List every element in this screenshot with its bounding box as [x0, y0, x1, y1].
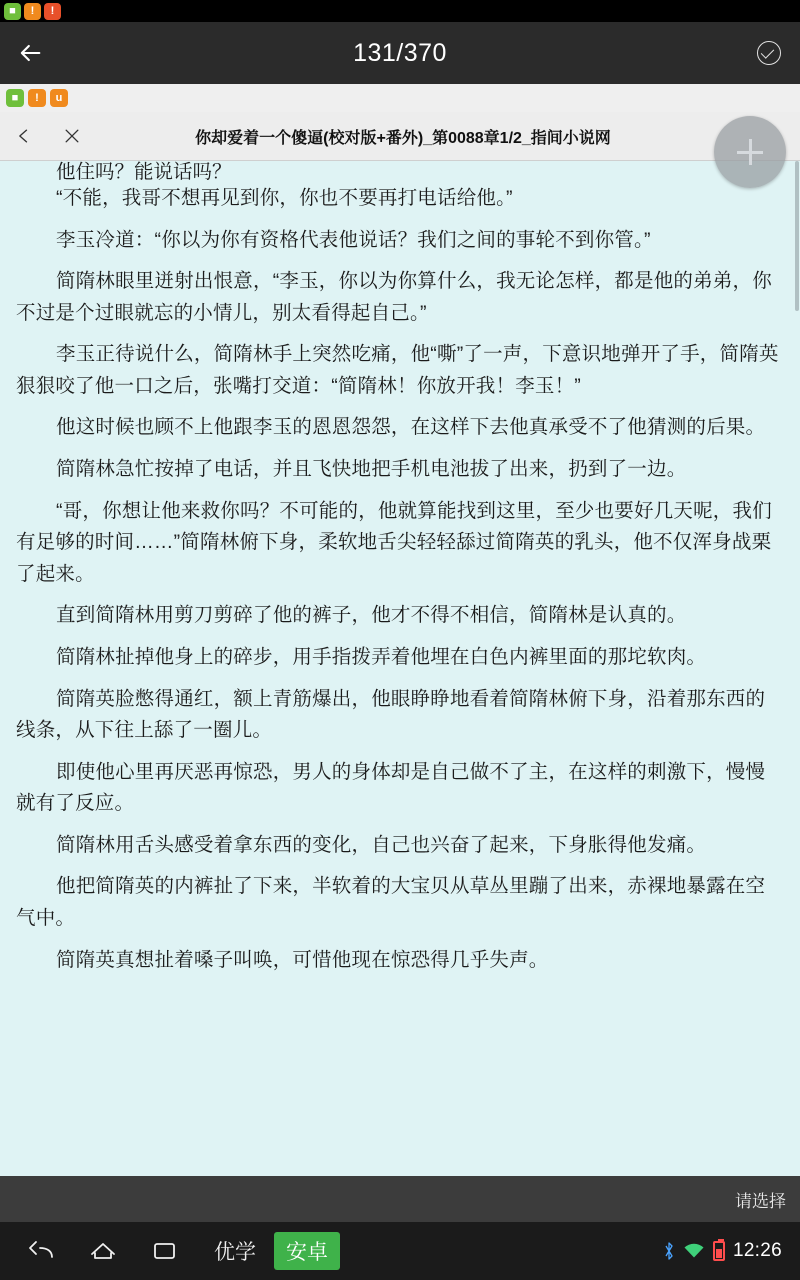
close-icon	[62, 126, 82, 146]
page-counter: 131/370	[353, 38, 447, 67]
paragraph: 简隋林眼里迸射出恨意，“李玉，你以为你算什么，我无论怎样，都是他的弟弟，你不过是个过眼就忘的小情儿，别太看得起自己。”	[16, 270, 772, 324]
system-back-icon	[26, 1238, 56, 1264]
selection-hint-text: 请选择	[735, 1191, 786, 1211]
chevron-left-icon	[14, 126, 34, 146]
browser-badge-orange-icon: !	[28, 89, 46, 107]
notification-strip	[0, 0, 800, 22]
paragraph: “哥，你想让他来救你吗？不可能的，他就算能找到这里，至少也要好几天呢，我们有足够的时间……”简隋林俯下身，柔软地舌尖轻轻舔过简隋英的乳头，他不仅浑身战栗了起来。	[16, 499, 772, 585]
app-badge-red-icon: !	[44, 3, 61, 20]
check-circle-icon	[757, 41, 781, 65]
browser-chrome	[0, 84, 800, 161]
selection-hint-bar	[0, 1176, 800, 1222]
plus-icon	[735, 137, 765, 167]
vertical-scrollbar[interactable]	[795, 161, 799, 311]
system-back-button[interactable]	[10, 1222, 72, 1280]
bluetooth-icon	[663, 1241, 675, 1261]
paragraph: “不能，我哥不想再见到你，你也不要再打电话给他。”	[56, 187, 513, 209]
app-badge-green-icon: ■	[4, 3, 21, 20]
system-recents-button[interactable]	[134, 1222, 196, 1280]
paragraph: 简隋英真想扯着嗓子叫唤，可惜他现在惊恐得几乎失声。	[56, 948, 549, 971]
arrow-left-icon	[16, 39, 44, 67]
browser-toolbar	[0, 112, 800, 160]
reader-content[interactable]	[0, 161, 800, 1176]
system-home-icon	[88, 1238, 118, 1264]
ime-chip-android[interactable]: 安卓	[274, 1232, 340, 1270]
ime-chip-youxue[interactable]: 优学	[214, 1241, 256, 1264]
paragraph: 他这时候也顾不上他跟李玉的恩恩怨怨，在这样下去他真承受不了他猜测的后果。	[56, 416, 766, 439]
wifi-icon	[683, 1242, 705, 1260]
paragraph: 直到简隋林用剪刀剪碎了他的裤子，他才不得不相信，简隋林是认真的。	[56, 604, 687, 627]
paragraph: 简隋林急忙按掉了电话，并且飞快地把手机电池拔了出来，扔到了一边。	[56, 458, 687, 481]
clipped-line: 他住吗？能说话吗？	[56, 161, 232, 183]
paragraph: 李玉冷道：“你以为你有资格代表他说话？我们之间的事轮不到你管。”	[56, 228, 651, 251]
app-bar	[0, 22, 800, 84]
paragraph: 简隋英脸憋得通红，额上青筋爆出，他眼睁睁地看着简隋林俯下身，沿着那东西的线条，从下往上舔了一圈儿。	[16, 687, 766, 742]
browser-badge-strip	[0, 84, 800, 112]
browser-badge-green-icon: ■	[6, 89, 24, 107]
paragraph: 即使他心里再厌恶再惊恐，男人的身体却是自己做不了主，在这样的刺激下，慢慢就有了反应。	[16, 760, 766, 815]
browser-back-button[interactable]	[0, 112, 48, 160]
paragraph: 他把简隋英的内裤扯了下来，半软着的大宝贝从草丛里蹦了出来，赤裸地暴露在空气中。	[16, 875, 766, 929]
paragraph: 简隋林扯掉他身上的碎步，用手指拨弄着他埋在白色内裤里面的那坨软肉。	[56, 645, 707, 668]
app-badge-orange-icon: !	[24, 3, 41, 20]
system-navigation-bar	[0, 1222, 800, 1280]
browser-badge-u-icon: u	[50, 89, 68, 107]
paragraph: 李玉正待说什么，简隋林手上突然吃痛，他“嘶”了一声，下意识地弹开了手，简隋英狠狠咬了他一口之后，张嘴打交道：“简隋林！你放开我！李玉！”	[16, 343, 779, 397]
browser-page-title: 你却爱着一个傻逼(校对版+番外)_第0088章1/2_指间小说网	[195, 129, 611, 147]
browser-close-button[interactable]	[48, 112, 96, 160]
system-tray	[663, 1240, 790, 1262]
system-home-button[interactable]	[72, 1222, 134, 1280]
battery-icon	[713, 1241, 725, 1261]
back-button[interactable]	[0, 22, 60, 84]
paragraph: 简隋林用舌头感受着拿东西的变化，自己也兴奋了起来，下身胀得他发痛。	[56, 833, 707, 856]
confirm-button[interactable]	[738, 22, 800, 84]
new-tab-button[interactable]	[714, 116, 786, 188]
system-recents-icon	[150, 1238, 180, 1264]
clock: 12:26	[732, 1240, 782, 1261]
